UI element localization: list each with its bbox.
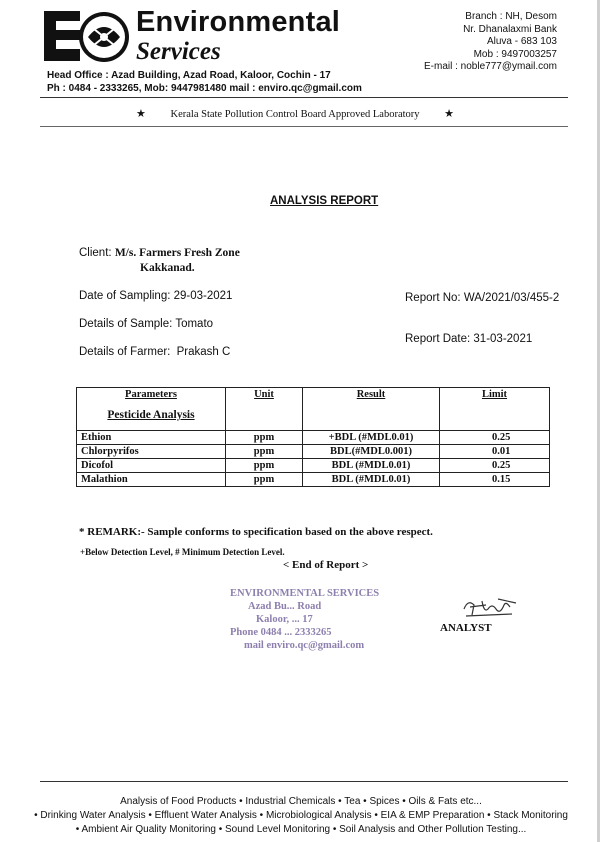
stamp-line: Azad Bu... Road: [248, 601, 322, 612]
table-row: [77, 431, 550, 445]
analyst-signature: [460, 595, 522, 624]
stamp-line: mail enviro.qc@gmail.com: [244, 640, 365, 651]
sample-value: Tomato: [175, 318, 214, 330]
star-icon: ★: [444, 108, 455, 120]
sampling-date: 29-03-2021: [173, 290, 233, 302]
client-field: [79, 247, 240, 259]
approval-divider: [40, 126, 568, 127]
table-header-row: [77, 388, 550, 431]
row-unit: ppm: [226, 445, 303, 459]
head-office-contact: Ph : 0484 - 2333265, Mob: 9447981480 mail : enviro.qc@gmail.com: [47, 83, 362, 94]
farmer-value: Prakash C: [176, 346, 231, 358]
services-list: [0, 795, 602, 837]
stamp-line: Kaloor, ... 17: [256, 614, 313, 625]
row-param: Chlorpyrifos: [77, 445, 226, 459]
approval-text: Kerala State Pollution Control Board Approved Laboratory: [170, 109, 420, 120]
sample-field: [79, 318, 213, 330]
section-title: Pesticide Analysis: [107, 409, 195, 421]
report-no: WA/2021/03/455-2: [463, 292, 560, 304]
table-row: [77, 445, 550, 459]
row-unit: ppm: [226, 473, 303, 487]
stamp-line: Phone 0484 ... 2333265: [230, 627, 332, 638]
client-place: Kakkanad.: [140, 262, 195, 274]
row-param: Ethion: [77, 431, 226, 445]
company-logo: [44, 7, 134, 65]
remark: * REMARK:- Sample conforms to specification based on the above respect.: [79, 526, 433, 538]
branch-line: E-mail : noble777@ymail.com: [424, 61, 557, 72]
report-no-label: Report No:: [405, 292, 461, 304]
sampling-field: [79, 290, 232, 302]
report-no-field: [405, 292, 559, 304]
stamp-line: ENVIRONMENTAL SERVICES: [230, 588, 380, 599]
row-param: Dicofol: [77, 459, 226, 473]
client-label: Client:: [79, 247, 112, 259]
table-row: [77, 459, 550, 473]
head-office: [47, 69, 362, 95]
head-office-address: Head Office : Azad Building, Azad Road, Kaloor, Cochin - 17: [47, 70, 331, 81]
row-limit: 0.15: [440, 473, 550, 487]
brand-line-1: Environmental: [136, 6, 341, 38]
brand-line-2: Services: [136, 38, 221, 65]
services-line: • Drinking Water Analysis • Effluent Water Analysis • Microbiological Analysis • EIA & EMP Preparation • Stack Monitoring: [34, 810, 568, 821]
sample-label: Details of Sample:: [79, 318, 173, 330]
star-icon: ★: [136, 108, 146, 120]
client-name: M/s. Farmers Fresh Zone: [114, 247, 240, 259]
header-limit: Limit: [440, 388, 550, 431]
end-of-report: < End of Report >: [283, 559, 369, 571]
header-label: Parameters: [125, 389, 177, 400]
row-limit: 0.25: [440, 431, 550, 445]
row-limit: 0.01: [440, 445, 550, 459]
table-row: [77, 473, 550, 487]
sampling-label: Date of Sampling:: [79, 290, 171, 302]
row-unit: ppm: [226, 459, 303, 473]
services-line: Analysis of Food Products • Industrial Chemicals • Tea • Spices • Oils & Fats etc...: [120, 796, 482, 807]
branch-line: Nr. Dhanalaxmi Bank: [463, 23, 557, 35]
services-line: • Ambient Air Quality Monitoring • Sound Level Monitoring • Soil Analysis and Other Pollution Testing...: [75, 824, 527, 835]
header-result: Result: [303, 388, 440, 431]
page-edge: [597, 0, 600, 842]
company-stamp: [230, 587, 379, 652]
header-divider: [40, 97, 568, 98]
farmer-field: [79, 346, 230, 358]
footer-divider: [40, 781, 568, 782]
row-unit: ppm: [226, 431, 303, 445]
report-date: 31-03-2021: [473, 333, 533, 345]
branch-line: Mob : 9497003257: [473, 48, 557, 60]
footnote: +Below Detection Level, # Minimum Detection Level.: [80, 547, 285, 557]
row-limit: 0.25: [440, 459, 550, 473]
row-result: BDL (#MDL0.01): [303, 473, 440, 487]
branch-address: [424, 11, 557, 74]
report-date-field: [405, 333, 532, 345]
row-result: +BDL (#MDL0.01): [303, 431, 440, 445]
row-result: BDL(#MDL0.001): [303, 445, 440, 459]
branch-line: Branch : NH, Desom: [465, 11, 557, 22]
farmer-label: Details of Farmer:: [79, 346, 171, 358]
report-title: ANALYSIS REPORT: [270, 195, 379, 207]
report-date-label: Report Date:: [405, 333, 471, 345]
row-param: Malathion: [77, 473, 226, 487]
branch-line: Aluva - 683 103: [486, 36, 557, 47]
approval-line: [136, 107, 454, 120]
results-table: [76, 387, 550, 487]
row-result: BDL (#MDL0.01): [303, 459, 440, 473]
header-unit: Unit: [226, 388, 303, 431]
header-parameters: [77, 388, 226, 431]
analyst-label: ANALYST: [440, 622, 492, 634]
